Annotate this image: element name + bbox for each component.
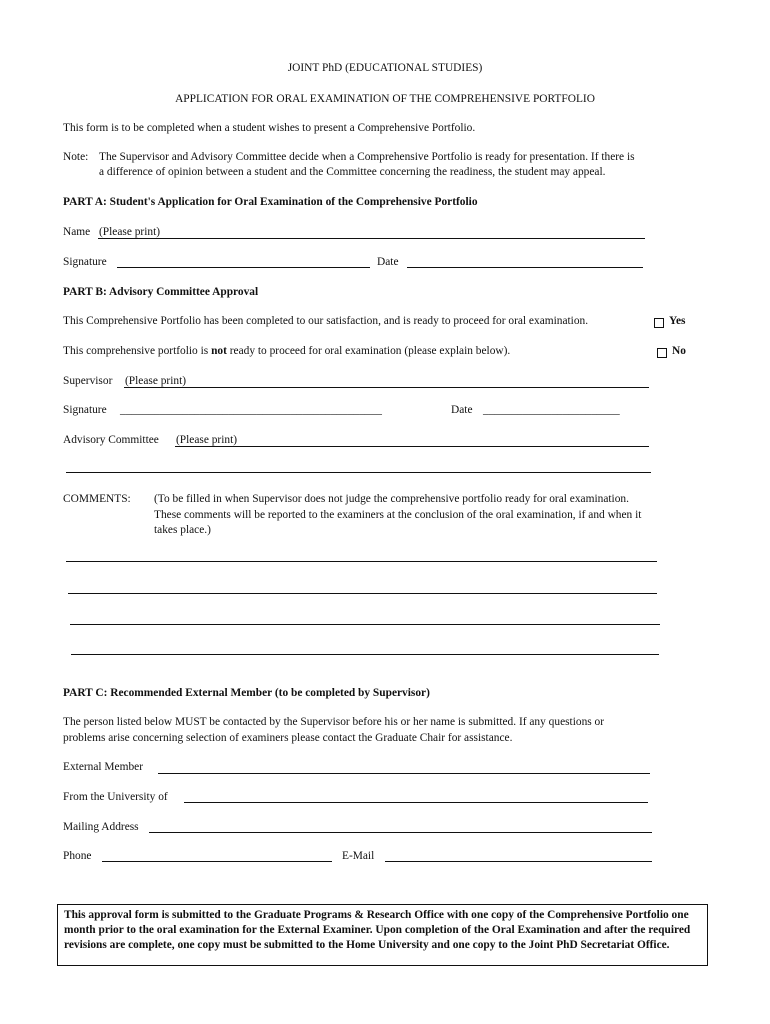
supervisor-signature-blank[interactable]: ______________________________________________ [120,404,382,416]
phone-label: Phone [63,850,92,862]
university-field[interactable] [184,788,648,803]
supervisor-name-field[interactable] [124,373,649,388]
comments-line-1[interactable] [66,547,657,562]
ready-statement: This Comprehensive Portfolio has been completed to our satisfaction, and is ready to proceed for oral examination. [63,315,589,327]
phone-field[interactable] [102,847,332,862]
university-label: From the University of [63,791,168,803]
supervisor-date-label: Date [451,404,473,416]
signature-label: Signature [63,256,107,268]
mailing-address-field[interactable] [149,818,652,833]
comments-line-3[interactable] [70,610,660,625]
student-signature-field[interactable] [117,253,370,268]
date-label: Date [377,256,399,268]
external-member-field[interactable] [158,759,650,774]
committee-hint: (Please print) [176,434,238,446]
not-ready-pre: This comprehensive portfolio is [63,345,212,357]
supervisor-label: Supervisor [63,375,113,387]
program-title: JOINT PhD (EDUCATIONAL STUDIES) [287,62,483,74]
supervisor-date-blank[interactable]: ________________________ [483,404,620,416]
name-label: Name [63,226,91,238]
part-c-para-1: The person listed below MUST be contacted by the Supervisor before his or her name is submitted. If any questions or [63,716,605,728]
intro-text: This form is to be completed when a student wishes to present a Comprehensive Portfolio. [63,122,476,134]
no-label: No [672,345,686,357]
yes-label: Yes [669,315,686,327]
committee-label: Advisory Committee [63,434,159,446]
comments-line-4[interactable] [71,640,659,655]
external-member-label: External Member [63,761,144,773]
submission-note: This approval form is submitted to the Graduate Programs & Research Office with one copy of the Comprehensive Portfolio one month prior to the oral examination for the External Examiner. Upon completion of the Oral Examination and after the required revisions are complete, one copy must be submitted to the Home University and one copy to the Joint PhD Secretariat Office. [57,904,708,966]
part-c-para-2: problems arise concerning selection of examiners please contact the Graduate Chair for assistance. [63,732,513,744]
yes-checkbox[interactable] [654,318,664,328]
note-label: Note: [63,151,89,163]
note-line-2: a difference of opinion between a student and the Committee concerning the readiness, the student may appeal. [99,166,606,178]
form-title: APPLICATION FOR ORAL EXAMINATION OF THE COMPREHENSIVE PORTFOLIO [175,93,595,105]
no-checkbox[interactable] [657,348,667,358]
supervisor-hint: (Please print) [125,375,187,387]
comments-label: COMMENTS: [63,493,131,505]
not-ready-post: ready to proceed for oral examination (please explain below). [226,345,511,357]
part-a-heading: PART A: Student's Application for Oral Examination of the Comprehensive Portfolio [63,196,478,208]
note-line-1: The Supervisor and Advisory Committee decide when a Comprehensive Portfolio is ready for presentation. If there is [99,151,635,163]
name-hint: (Please print) [99,226,161,238]
email-label: E-Mail [342,850,375,862]
comments-instr-3: takes place.) [154,524,211,536]
not-ready-emphasis: not [211,345,227,357]
name-field[interactable] [98,224,645,239]
committee-name-field[interactable] [175,432,649,447]
part-b-heading: PART B: Advisory Committee Approval [63,286,259,298]
mailing-address-label: Mailing Address [63,821,139,833]
comments-line-2[interactable] [68,579,657,594]
comments-instr-1: (To be filled in when Supervisor does not judge the comprehensive portfolio ready for oral examination. [154,493,629,505]
comments-instr-2: These comments will be reported to the examiners at the conclusion of the oral examination, if and when it [154,509,642,521]
committee-name-field-2[interactable] [66,458,651,473]
part-c-heading: PART C: Recommended External Member (to be completed by Supervisor) [63,687,430,699]
supervisor-signature-label: Signature [63,404,107,416]
student-date-field[interactable] [407,253,643,268]
email-field[interactable] [385,847,652,862]
not-ready-statement [63,345,510,357]
